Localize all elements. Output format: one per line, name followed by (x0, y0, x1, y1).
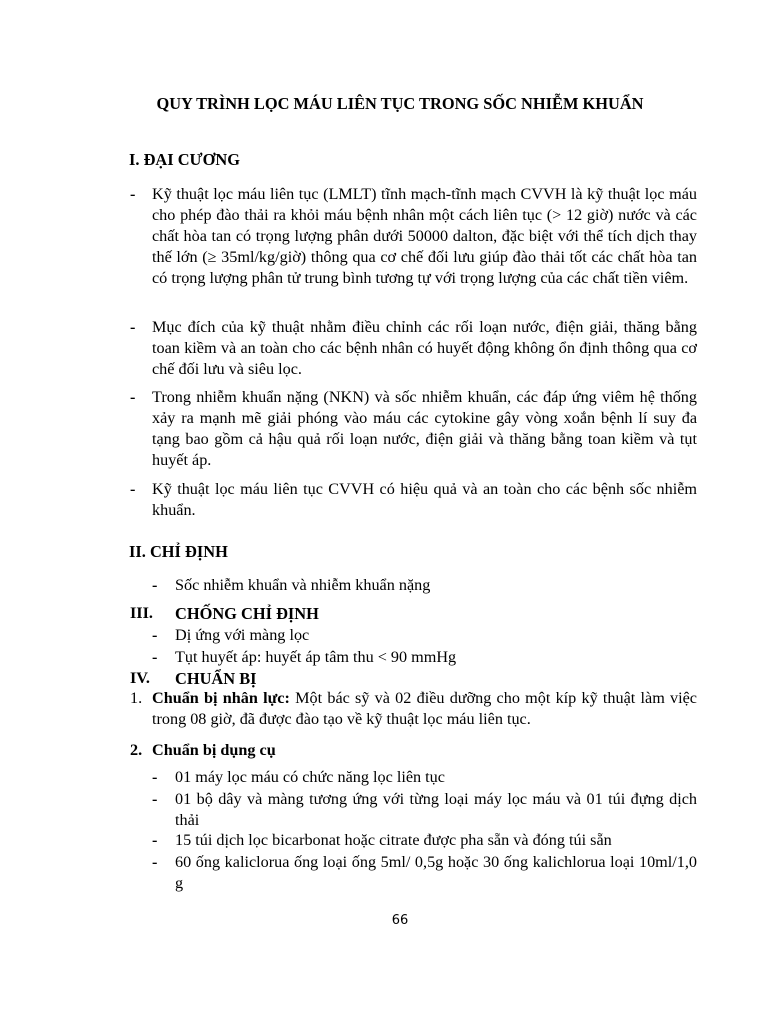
subsection-number: 2. (130, 741, 143, 759)
section-heading-contraindications: CHỐNG CHỈ ĐỊNH (175, 604, 319, 623)
bullet-marker: - (152, 790, 158, 808)
page-title: QUY TRÌNH LỌC MÁU LIÊN TỤC TRONG SỐC NHIỄM KHUẨN (156, 94, 644, 113)
section-number: III. (130, 604, 153, 622)
bullet-marker: - (152, 831, 158, 849)
bullet-marker: - (152, 648, 158, 666)
bullet-marker: - (130, 388, 136, 406)
list-item: 01 máy lọc máu có chức năng lọc liên tục (175, 768, 445, 786)
list-item: Kỹ thuật lọc máu liên tục (LMLT) tĩnh mạch-tĩnh mạch CVVH là kỹ thuật lọc máu cho phép đào thải ra khỏi máu bệnh nhân một cách liên tục (> 12 giờ) nước và các chất hòa tan có trọng lượng phân dưới 50000 dalton, đặc biệt với thể tích dịch thay thế lớn (≥ 35ml/kg/giờ) thông qua cơ chế đối lưu giúp đào thải tốt các chất hòa tan có trọng lượng phân tử trung bình tương tự với trọng lượng của các chất tiền viêm. (152, 185, 697, 287)
bullet-marker: - (152, 576, 158, 594)
list-item: Kỹ thuật lọc máu liên tục CVVH có hiệu quả và an toàn cho các bệnh sốc nhiễm khuẩn. (152, 480, 697, 519)
bullet-marker: - (152, 626, 158, 644)
list-item: Mục đích của kỹ thuật nhằm điều chỉnh các rối loạn nước, điện giải, thăng bằng toan kiềm và an toàn cho các bệnh nhân có huyết động không ổn định thông qua cơ chế đối lưu và siêu lọc. (152, 318, 697, 378)
section-heading-general: I. ĐẠI CƯƠNG (129, 150, 240, 169)
list-item: 60 ống kaliclorua ống loại ống 5ml/ 0,5g hoặc 30 ống kalichlorua loại 10ml/1,0 g (175, 853, 697, 892)
bullet-marker: - (130, 318, 136, 336)
list-item: 15 túi dịch lọc bicarbonat hoặc citrate được pha sẵn và đóng túi sẵn (175, 831, 612, 849)
section-heading-indications: II. CHỈ ĐỊNH (129, 542, 228, 561)
subsection-heading-equipment: Chuẩn bị dụng cụ (152, 741, 276, 759)
list-item: Tụt huyết áp: huyết áp tâm thu < 90 mmHg (175, 648, 457, 666)
section-heading-preparation: CHUẨN BỊ (175, 669, 257, 688)
page-number: 66 (391, 913, 409, 928)
bullet-marker: - (130, 185, 136, 203)
bullet-marker: - (152, 768, 158, 786)
bullet-marker: - (130, 480, 136, 498)
list-item: 01 bộ dây và màng tương ứng với từng loại máy lọc máu và 01 túi đựng dịch thải (175, 790, 697, 829)
section-number: IV. (130, 669, 150, 687)
subsection-text: Một bác sỹ và 02 điều dưỡng cho một kíp kỹ thuật làm việc trong 08 giờ, đã được đào tạo về kỹ thuật lọc máu liên tục. (152, 689, 697, 728)
list-item: Dị ứng với màng lọc (175, 626, 310, 644)
list-item: Trong nhiễm khuẩn nặng (NKN) và sốc nhiễm khuẩn, các đáp ứng viêm hệ thống xảy ra mạnh mẽ giải phóng vào máu các cytokine gây vòng xoắn bệnh lí suy đa tạng bao gồm cả hậu quả rối loạn nước, điện giải và thăng bằng toan kiềm và tụt huyết áp. (152, 388, 697, 469)
subsection-staff (152, 688, 697, 730)
bullet-marker: - (152, 853, 158, 871)
list-item: Sốc nhiễm khuẩn và nhiễm khuẩn nặng (175, 576, 431, 594)
subsection-number: 1. (130, 689, 143, 707)
subsection-label: Chuẩn bị nhân lực: (152, 689, 290, 707)
